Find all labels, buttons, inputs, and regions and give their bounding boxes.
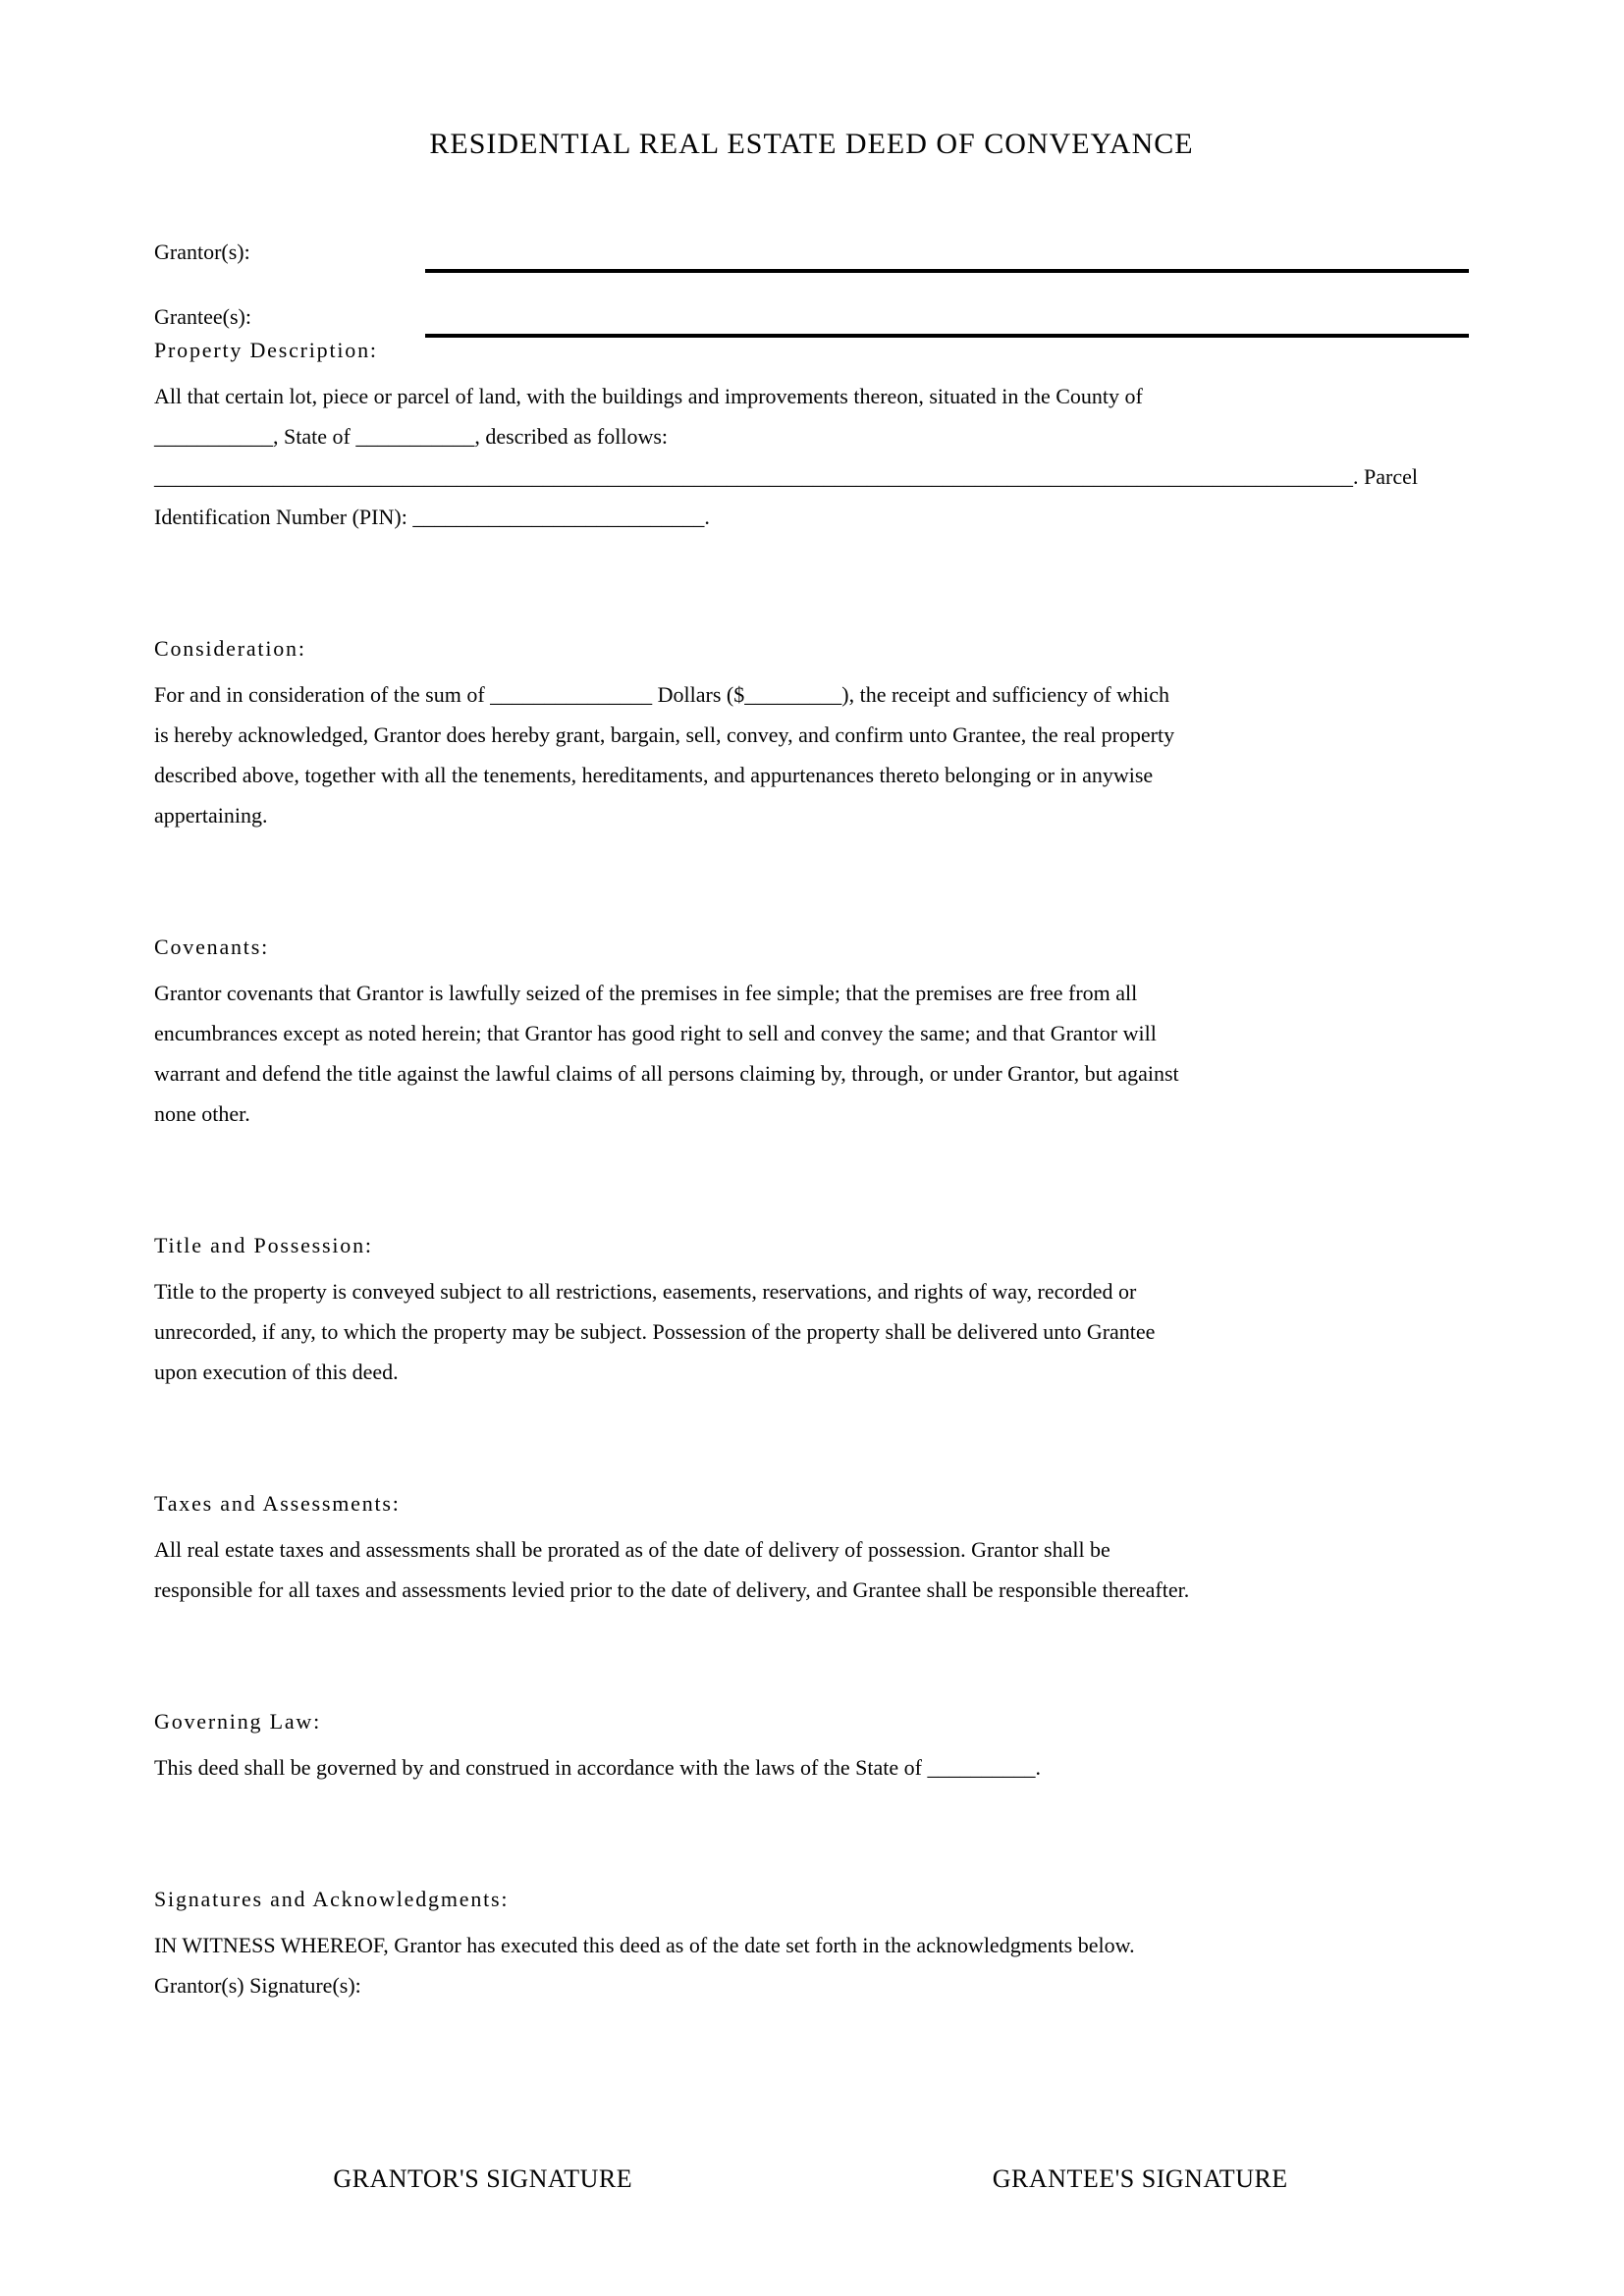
section-title-and-possession bbox=[154, 1234, 1469, 1392]
paragraph-line: All real estate taxes and assessments shall be prorated as of the date of delivery of possession. Grantor shall be bbox=[154, 1537, 1110, 1562]
grantor-field bbox=[154, 240, 1469, 273]
paragraph-line: Grantor covenants that Grantor is lawfully seized of the premises in fee simple; that the premises are free from all bbox=[154, 981, 1138, 1005]
grantee-label: Grantee(s): bbox=[154, 304, 251, 329]
paragraph-line: ___________, State of ___________, described as follows: bbox=[154, 424, 669, 449]
section-paragraph bbox=[154, 376, 1469, 537]
paragraph-line: is hereby acknowledged, Grantor does hereby grant, bargain, sell, convey, and confirm unto Grantee, the real property bbox=[154, 722, 1175, 747]
section-paragraph bbox=[154, 1747, 1469, 1788]
document-title: RESIDENTIAL REAL ESTATE DEED OF CONVEYANCE bbox=[429, 128, 1194, 160]
paragraph-line: IN WITNESS WHEREOF, Grantor has executed this deed as of the date set forth in the acknowledgments below. bbox=[154, 1933, 1135, 1957]
section-paragraph bbox=[154, 1271, 1469, 1392]
section-heading: Consideration: bbox=[154, 636, 306, 661]
section-signatures-and-acknowledgments bbox=[154, 1888, 1469, 2005]
section-heading: Signatures and Acknowledgments: bbox=[154, 1887, 510, 1911]
paragraph-line: For and in consideration of the sum of _______________ Dollars ($_________), the receipt and sufficiency of which bbox=[154, 682, 1169, 707]
paragraph-line: responsible for all taxes and assessments levied prior to the date of delivery, and Grantee shall be responsible thereafter. bbox=[154, 1577, 1190, 1602]
section-taxes-and-assessments bbox=[154, 1492, 1469, 1610]
paragraph-line: encumbrances except as noted herein; that Grantor has good right to sell and convey the same; and that Grantor will bbox=[154, 1021, 1157, 1045]
section-paragraph bbox=[154, 1925, 1469, 2005]
section-consideration bbox=[154, 637, 1469, 835]
paragraph-line: appertaining. bbox=[154, 803, 268, 828]
signature-footer bbox=[154, 2164, 1469, 2194]
paragraph-line: none other. bbox=[154, 1101, 250, 1126]
grantee-fill-line bbox=[425, 334, 1469, 338]
grantor-label: Grantor(s): bbox=[154, 240, 250, 264]
section-heading: Title and Possession: bbox=[154, 1233, 373, 1257]
section-heading: Taxes and Assessments: bbox=[154, 1491, 401, 1516]
grantor-signature-label: GRANTOR'S SIGNATURE bbox=[333, 2164, 633, 2193]
section-paragraph bbox=[154, 973, 1469, 1134]
paragraph-line: Grantor(s) Signature(s): bbox=[154, 1973, 361, 1998]
section-heading: Property Description: bbox=[154, 338, 378, 362]
paragraph-line: _______________________________________________________________________________________________________________. Parcel bbox=[154, 464, 1418, 489]
grantor-fill-line bbox=[425, 269, 1469, 273]
grantee-field bbox=[154, 304, 1469, 338]
paragraph-line: described above, together with all the tenements, hereditaments, and appurtenances thereto belonging or in anywise bbox=[154, 763, 1154, 787]
section-paragraph bbox=[154, 674, 1469, 835]
section-heading: Covenants: bbox=[154, 934, 269, 959]
grantee-signature-label: GRANTEE'S SIGNATURE bbox=[992, 2164, 1288, 2193]
section-governing-law bbox=[154, 1710, 1469, 1788]
paragraph-line: upon execution of this deed. bbox=[154, 1360, 399, 1384]
section-covenants bbox=[154, 935, 1469, 1134]
paragraph-line: Title to the property is conveyed subject to all restrictions, easements, reservations, and rights of way, recorded or bbox=[154, 1279, 1137, 1304]
paragraph-line: All that certain lot, piece or parcel of land, with the buildings and improvements thereon, situated in the County of bbox=[154, 384, 1143, 408]
paragraph-line: This deed shall be governed by and construed in accordance with the laws of the State of __________. bbox=[154, 1755, 1041, 1780]
paragraph-line: Identification Number (PIN): ___________________________. bbox=[154, 505, 710, 529]
paragraph-line: warrant and defend the title against the lawful claims of all persons claiming by, through, or under Grantor, but against bbox=[154, 1061, 1179, 1086]
paragraph-line: unrecorded, if any, to which the property may be subject. Possession of the property shall be delivered unto Grantee bbox=[154, 1319, 1156, 1344]
section-property-description bbox=[154, 339, 1469, 537]
section-paragraph bbox=[154, 1529, 1469, 1610]
section-heading: Governing Law: bbox=[154, 1709, 321, 1734]
